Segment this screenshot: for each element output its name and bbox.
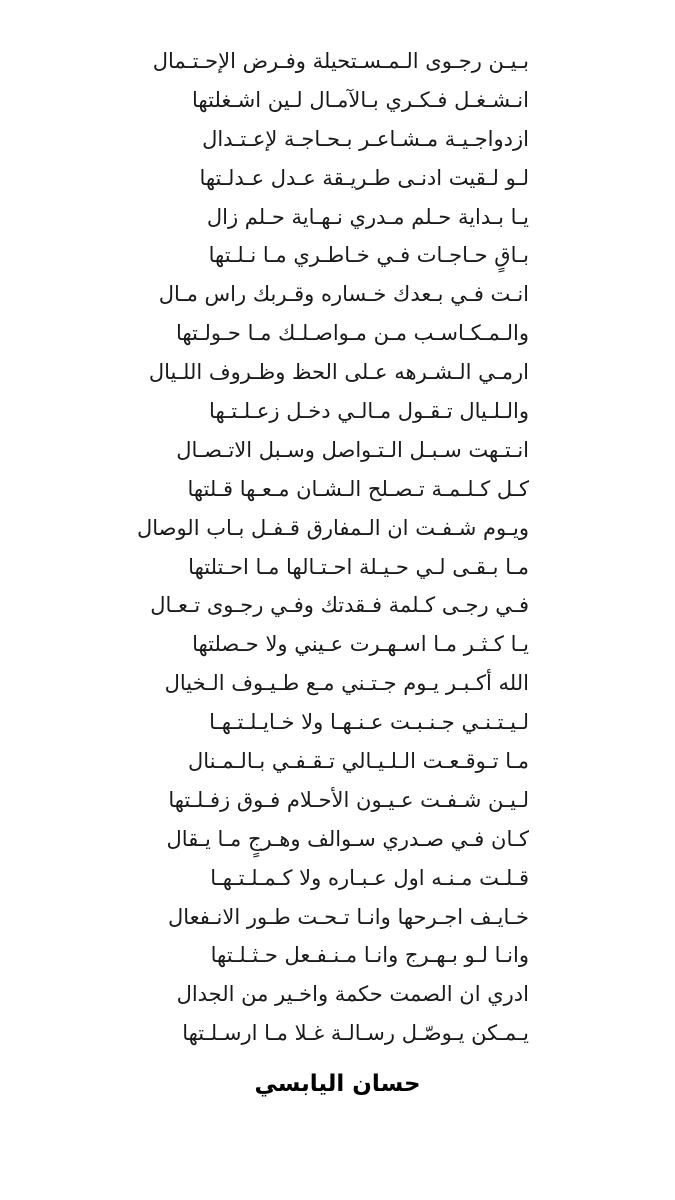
verse-line: مـا بـقـى لـي حـيـلة احـتـالها مـا احـتلتها — [188, 554, 529, 579]
verse-line: لـو لـقيت ادنـى طـريـقة عـدل عـدلـتها — [199, 165, 529, 190]
verse-line: قـلـت مـنـه اول عـبـاره ولا كـمـلـتـهـا — [210, 865, 529, 890]
verse-line: الله أكـبـر يـوم جـتـني مـع طـيـوف الـخيال — [164, 671, 529, 696]
verse-line: انـت فـي بـعدك خـساره وقـربك راس مـال — [158, 282, 529, 307]
verse-line: ارمـي الـشـرهه عـلى الحظ وظـروف اللـيال — [148, 360, 529, 385]
verse-line: والـلـيال تـقـول مـالـي دخـل زعـلـتـها — [209, 399, 529, 424]
verse-line: يـا بـداية حـلم مـدري نـهـاية حـلم زال — [206, 204, 529, 229]
verse-line: بـيـن رجـوى الـمـسـتحيلة وفـرض الإحـتـمال — [152, 49, 529, 73]
verse-line: مـا تـوقـعـت الـلـيـالي تـقـفـي بـالـمـنال — [187, 749, 529, 774]
verse-line: والـمـكـاسـب مـن مـواصـلـك مـا حـولـتها — [175, 321, 529, 346]
verse-line: ادري ان الصمت حكمة واخـير من الجدال — [176, 982, 529, 1007]
verse-line: وانـا لـو بـهـرج وانـا مـنـفـعل حـثـلـتها — [210, 943, 529, 968]
poem-body — [0, 42, 675, 1053]
author-signature: حسان اليابسي — [254, 1071, 421, 1097]
verse-line: ازدواجـيـة مـشـاعـر بـحـاجـة لإعـتـدال — [202, 126, 529, 151]
verse-line: يـمـكن يـوصّـل رسـالـة غـلا مـا ارسـلـتها — [182, 1021, 529, 1046]
verse-line: كـان فـي صـدري سـوالف وهـرجٍ مـا يـقال — [166, 826, 529, 851]
verse-line: لـيـن شـفـت عـيـون الأحـلام فـوق زفـلـتها — [168, 787, 529, 812]
verse-line: انـشـغـل فـكـري بـالآمـال لـين اشـغلتها — [192, 87, 529, 112]
verse-line: كـل كـلـمـة تـصـلح الـشـان مـعـها قـلتها — [187, 476, 529, 501]
verse-line: خـايـف اجـرحها وانـا تـحـت طـور الانـفعال — [167, 904, 529, 929]
verse-line: انـتـهت سـبـل الـتـواصل وسـبل الاتـصـال — [176, 437, 529, 462]
verse-line: فـي رجـى كـلمة فـقدتك وفـي رجـوى تـعـال — [150, 593, 529, 618]
verse-line: يـا كـثـر مـا اسـهـرت عـيني ولا حـصلتها — [192, 632, 529, 657]
verse-line: ويـوم شـفـت ان الـمفارق قـفـل بـاب الوصال — [136, 515, 529, 540]
verse-line: بـاقٍ حـاجـات فـي خـاطـري مـا نـلـتها — [208, 243, 529, 268]
verse-line: لـيـتـنـي جـنـبـت عـنـهـا ولا خـايـلـتـهـا — [209, 710, 529, 735]
